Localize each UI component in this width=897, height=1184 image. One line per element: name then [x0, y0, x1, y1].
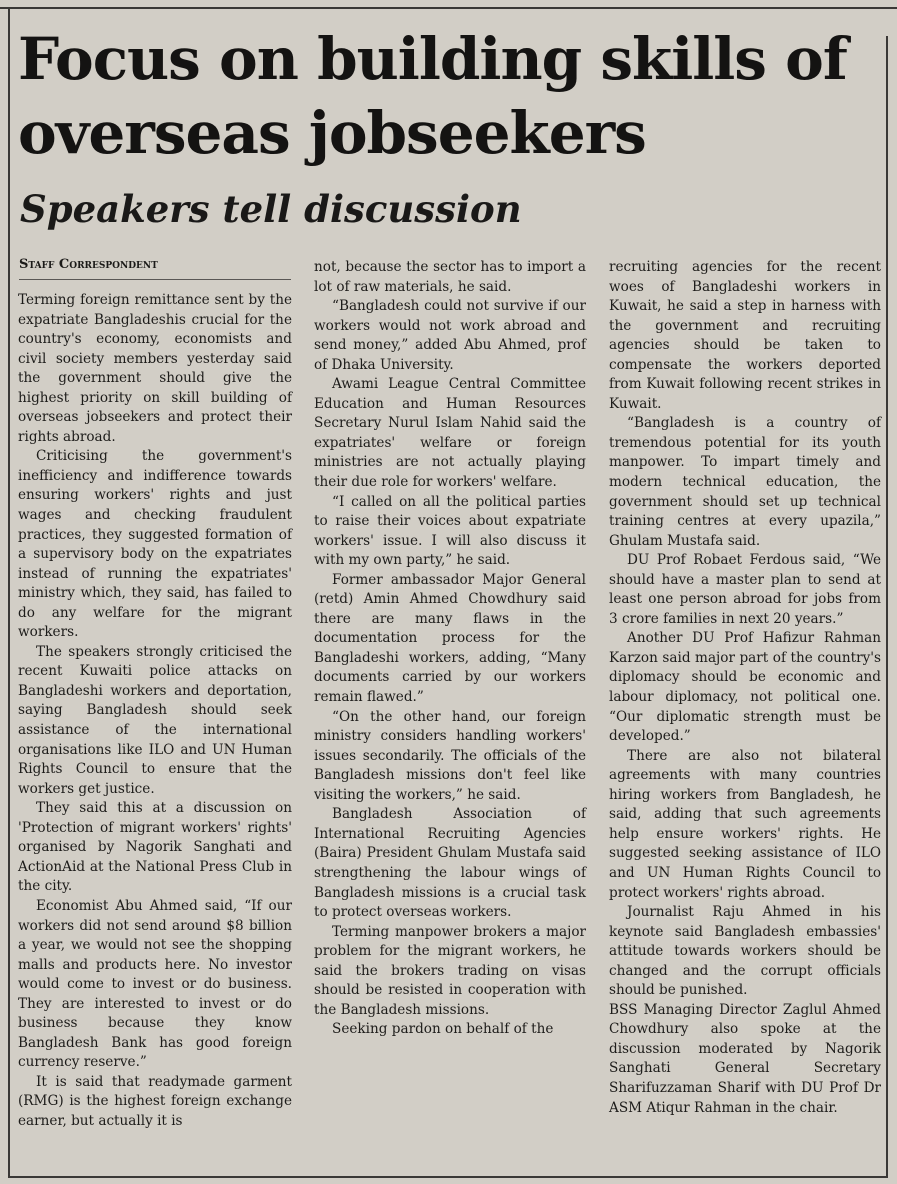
paragraph: Economist Abu Ahmed said, “If our workers did not send around $8 billion a year, we would not see the shopping malls and products here. No investor would come to invest or do business. They are interested to invest or do business because they know Bangladesh Bank has good foreign currency reserve.”: [18, 897, 292, 1071]
article-column-3: [609, 258, 881, 1118]
paragraph: Journalist Raju Ahmed in his keynote said Bangladesh embassies' attitude towards workers should be changed and the corrupt officials should be punished.: [609, 904, 881, 999]
right-border-rule: [886, 36, 888, 1177]
paragraph: Another DU Prof Hafizur Rahman Karzon said major part of the country's diplomacy should be economic and labour diplomacy, not political one. “Our diplomatic strength must be developed.”: [609, 630, 881, 745]
top-border-rule: [0, 7, 897, 9]
paragraph: BSS Managing Director Zaglul Ahmed Chowdhury also spoke at the discussion moderated by Nagorik Sanghati General Secretary Sharifuzzaman Sharif with DU Prof Dr ASM Atiqur Rahman in the chair.: [609, 1001, 881, 1116]
paragraph: The speakers strongly criticised the recent Kuwaiti police attacks on Bangladeshi workers and deportation, saying Bangladesh should seek assistance of the international organisations like ILO and UN Human Rights Council to ensure that the workers get justice.: [18, 643, 292, 797]
paragraph: There are also not bilateral agreements with many countries hiring workers from Bangladesh, he said, adding that such agreements help ensure workers' rights. He suggested seeking assistance of ILO and UN Human Rights Council to protect workers' rights abroad.: [609, 747, 881, 901]
paragraph: Former ambassador Major General (retd) Amin Ahmed Chowdhury said there are many flaws in the documentation process for the Bangladeshi workers, adding, “Many documents carried by our workers remain flawed.”: [314, 571, 586, 706]
paragraph: Criticising the government's inefficiency and indifference towards ensuring workers' rights and just wages and checking fraudulent practices, they suggested formation of a supervisory body on the expatriates instead of running the expatriates' ministry which, they said, has failed to do any welfare for the migrant workers.: [18, 448, 292, 641]
paragraph: Terming foreign remittance sent by the expatriate Bangladeshis crucial for the country's economy, economists and civil society members yesterday said the government should give the highest priority on skill building of overseas jobseekers and protect their rights abroad.: [18, 292, 292, 445]
paragraph: Awami League Central Committee Education and Human Resources Secretary Nurul Islam Nahid said the expatriates' welfare or foreign ministries are not actually playing their due role for workers' welfare.: [314, 376, 586, 491]
paragraph: recruiting agencies for the recent woes of Bangladeshi workers in Kuwait, he said a step in harness with the government and recruiting agencies should be taken to compensate the workers deported from Kuwait following recent strikes in Kuwait.: [609, 259, 881, 412]
paragraph: It is said that readymade garment (RMG) is the highest foreign exchange earner, but actually it is: [18, 1073, 292, 1129]
bottom-border-rule: [8, 1176, 888, 1178]
paragraph: “Bangladesh could not survive if our workers would not work abroad and send money,” added Abu Ahmed, prof of Dhaka University.: [314, 298, 586, 373]
paragraph: “I called on all the political parties to raise their voices about expatriate workers' issue. I will also discuss it with my own party,” he said.: [314, 493, 586, 569]
article-column-1: [18, 291, 292, 1132]
paragraph: “On the other hand, our foreign ministry considers handling workers' issues secondarily. The officials of the Bangladesh missions don't feel like visiting the workers,” he said.: [314, 708, 586, 803]
subheadline: Speakers tell discussion: [20, 187, 522, 231]
article-column-2: [314, 258, 586, 1040]
paragraph: Terming manpower brokers a major problem for the migrant workers, he said the brokers trading on visas should be resisted in cooperation with the Bangladesh missions.: [314, 923, 586, 1018]
paragraph: DU Prof Robaet Ferdous said, “We should have a master plan to send at least one person abroad for jobs from 3 crore families in next 20 years.”: [609, 552, 881, 627]
byline-rule: [19, 279, 291, 280]
paragraph: “Bangladesh is a country of tremendous potential for its youth manpower. To impart timely and modern technical education, the government should set up technical training centres at every upazila,” Ghulam Mustafa said.: [609, 415, 881, 549]
paragraph: Seeking pardon on behalf of the: [332, 1021, 554, 1038]
paragraph: not, because the sector has to import a lot of raw materials, he said.: [314, 259, 586, 295]
paragraph: Bangladesh Association of International Recruiting Agencies (Baira) President Ghulam Mustafa said strengthening the labour wings of Bangladesh missions is a crucial task to protect overseas workers.: [314, 806, 586, 921]
left-border-rule: [8, 7, 10, 1177]
headline: Focus on building skills of overseas jobseekers: [18, 25, 847, 167]
byline: Staff Correspondent: [19, 257, 158, 272]
paragraph: They said this at a discussion on 'Protection of migrant workers' rights' organised by Nagorik Sanghati and ActionAid at the National Press Club in the city.: [18, 800, 292, 895]
